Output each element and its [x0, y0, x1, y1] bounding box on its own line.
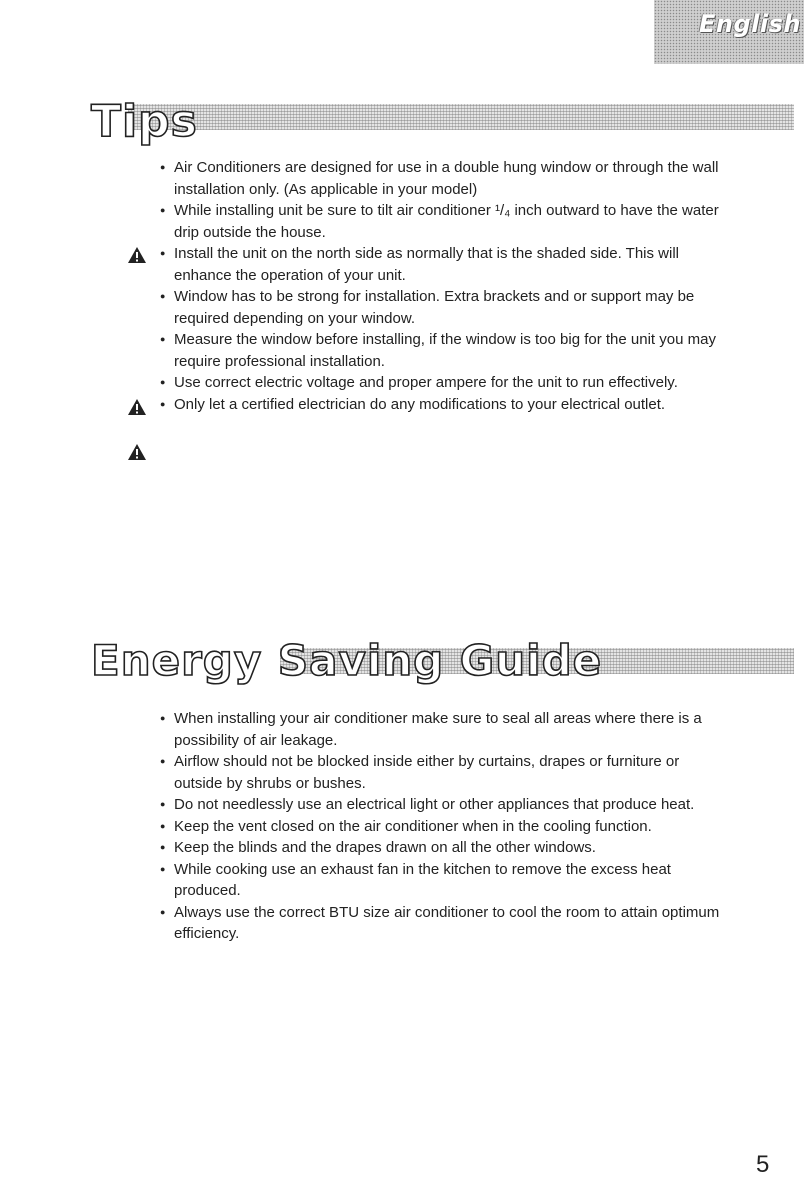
page-number: 5: [756, 1151, 770, 1178]
tips-list: [160, 157, 720, 415]
list-item: ● Airflow should not be blocked inside either by curtains, drapes or furniture or outside by shrubs or bushes.: [160, 751, 720, 794]
list-item: ● When installing your air conditioner make sure to seal all areas where there is a possibility of air leakage.: [160, 708, 720, 751]
list-item: ● Do not needlessly use an electrical light or other appliances that produce heat.: [160, 794, 720, 816]
warning-icon: [127, 398, 147, 416]
list-item: ● Air Conditioners are designed for use in a double hung window or through the wall installation only. (As applicable in your model): [160, 157, 720, 200]
warning-icon: [127, 443, 147, 461]
list-item: ● Use correct electric voltage and proper ampere for the unit to run effectively.: [160, 372, 720, 394]
energy-title: Energy Saving Guide: [91, 636, 603, 685]
list-item: ● Keep the blinds and the drapes drawn on all the other windows.: [160, 837, 720, 859]
list-item: ● Only let a certified electrician do any modifications to your electrical outlet.: [160, 394, 720, 416]
list-item: ● Window has to be strong for installation. Extra brackets and or support may be required depending on your window.: [160, 286, 720, 329]
list-item: ● Always use the correct BTU size air conditioner to cool the room to attain optimum efficiency.: [160, 902, 720, 945]
language-tab: [654, 0, 804, 64]
list-item: ● Keep the vent closed on the air conditioner when in the cooling function.: [160, 816, 720, 838]
language-label: English: [699, 10, 801, 38]
tips-title: Tips: [91, 96, 198, 147]
tips-header-bar: [128, 104, 794, 130]
list-item: ● While installing unit be sure to tilt air conditioner ¹/₄ inch outward to have the water drip outside the house.: [160, 200, 720, 243]
warning-icon: [127, 246, 147, 264]
energy-list: [160, 708, 720, 945]
list-item: ● Install the unit on the north side as normally that is the shaded side. This will enhance the operation of your unit.: [160, 243, 720, 286]
list-item: ● Measure the window before installing, if the window is too big for the unit you may require professional installation.: [160, 329, 720, 372]
list-item: ● While cooking use an exhaust fan in the kitchen to remove the excess heat produced.: [160, 859, 720, 902]
